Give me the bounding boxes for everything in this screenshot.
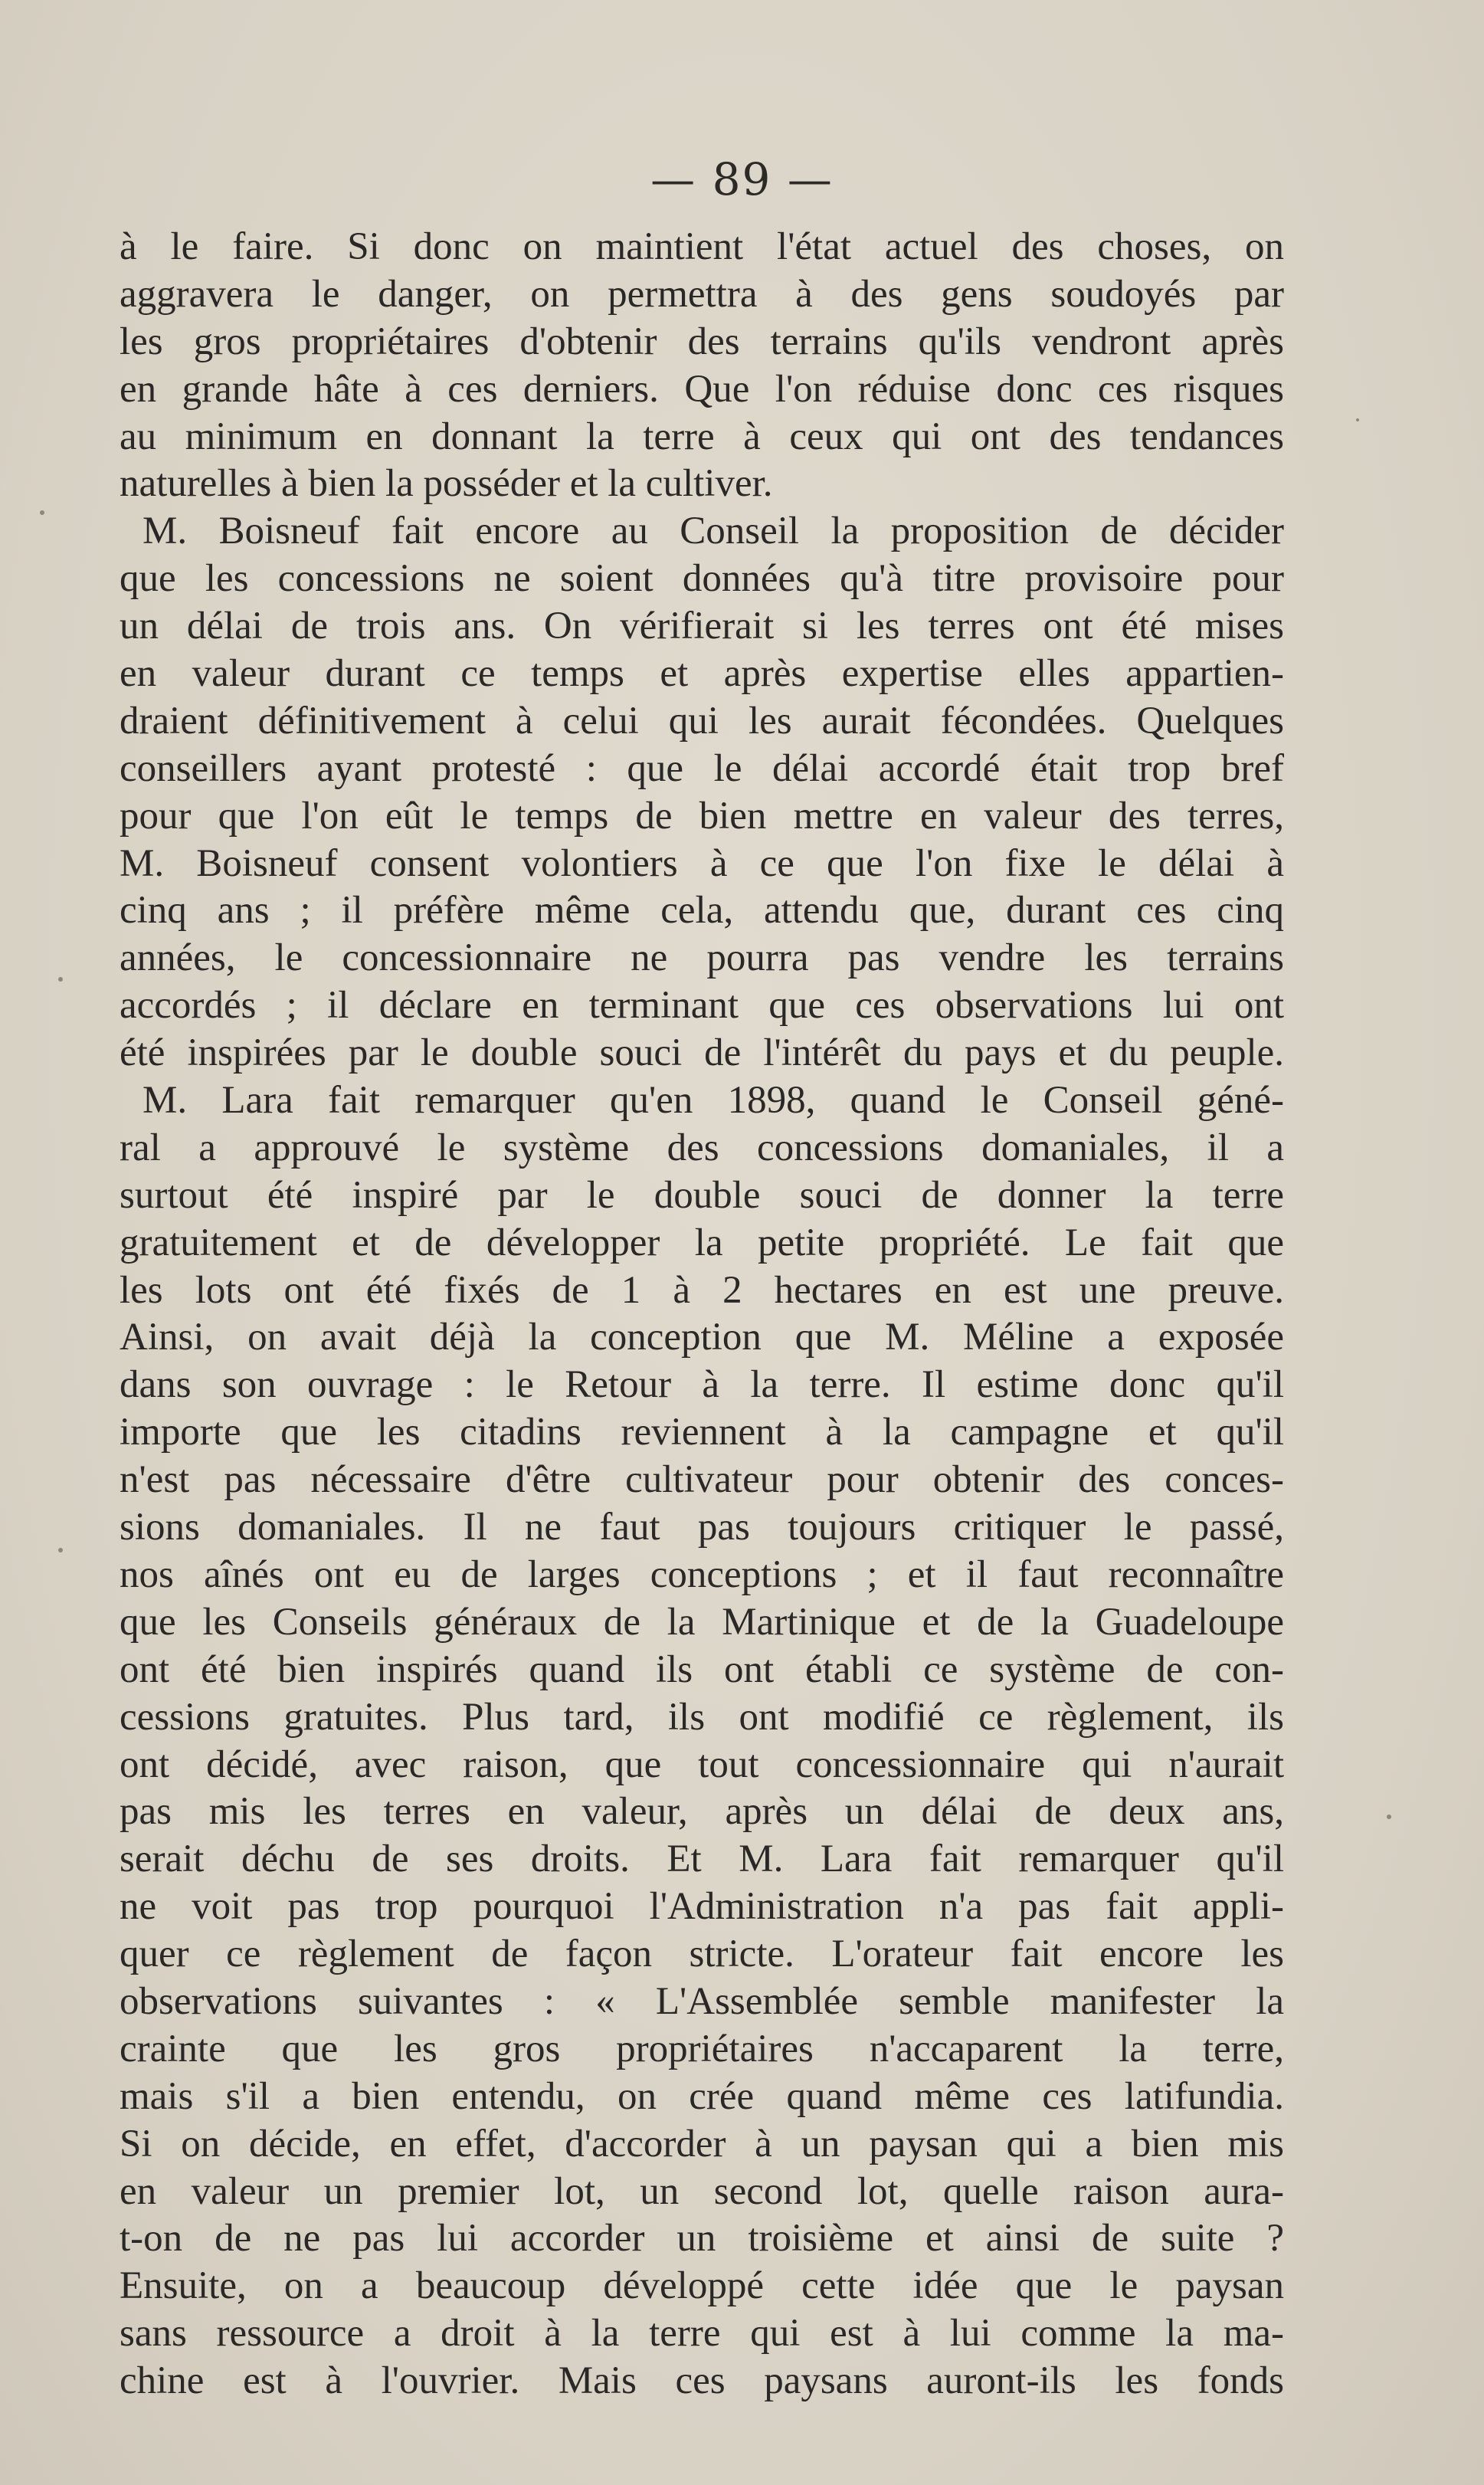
text-line: Si on décide, en effet, d'accorder à un paysan qui a bien mis — [120, 2122, 1284, 2165]
text-line: quer ce règlement de façon stricte. L'orateur fait encore les — [120, 1933, 1284, 1976]
scan-speck — [58, 1548, 63, 1552]
text-line: que les Conseils généraux de la Martinique et de la Guadeloupe — [120, 1600, 1284, 1644]
body-text — [120, 224, 1284, 2405]
text-line: serait déchu de ses droits. Et M. Lara fait remarquer qu'il — [120, 1838, 1284, 1881]
text-line: observations suivantes : « L'Assemblée semble manifester la — [120, 1979, 1284, 2023]
text-line: ont décidé, avec raison, que tout concessionnaire qui n'aurait — [120, 1742, 1284, 1786]
text-line: nos aînés ont eu de larges conceptions ; et il faut reconnaître — [120, 1552, 1284, 1596]
text-line: sions domaniales. Il ne faut pas toujours critiquer le passé, — [120, 1506, 1284, 1549]
text-line: M. Boisneuf consent volontiers à ce que l'on fixe le délai à — [120, 841, 1284, 885]
text-line: années, le concessionnaire ne pourra pas vendre les terrains — [120, 936, 1284, 980]
text-line: Ainsi, on avait déjà la conception que M. Méline a exposée — [120, 1316, 1284, 1359]
text-line: chine est à l'ouvrier. Mais ces paysans auront-ils les fonds — [120, 2359, 1284, 2403]
scan-speck — [40, 510, 44, 515]
text-line: en grande hâte à ces derniers. Que l'on réduise donc ces risques — [120, 367, 1284, 411]
text-line: en valeur un premier lot, un second lot, quelle raison aura- — [120, 2169, 1284, 2213]
text-line: crainte que les gros propriétaires n'accaparent la terre, — [120, 2027, 1284, 2070]
text-line: ne voit pas trop pourquoi l'Administration n'a pas fait appli- — [120, 1885, 1284, 1929]
text-line: au minimum en donnant la terre à ceux qui ont des tendances — [120, 415, 1284, 458]
text-line: les lots ont été fixés de 1 à 2 hectares en est une preuve. — [120, 1268, 1284, 1312]
text-line: cinq ans ; il préfère même cela, attendu que, durant ces cinq — [120, 889, 1284, 933]
text-line: naturelles à bien la posséder et la cultiver. — [120, 462, 773, 506]
text-line: dans son ouvrage : le Retour à la terre. Il estime donc qu'il — [120, 1363, 1284, 1407]
text-line: t-on de ne pas lui accorder un troisième et ainsi de suite ? — [120, 2217, 1284, 2260]
text-line: pas mis les terres en valeur, après un délai de deux ans, — [120, 1790, 1284, 1834]
text-line: accordés ; il déclare en terminant que ces observations lui ont — [120, 984, 1284, 1028]
text-line: n'est pas nécessaire d'être cultivateur pour obtenir des conces- — [120, 1458, 1284, 1502]
text-line: M. Lara fait remarquer qu'en 1898, quand le Conseil géné- — [143, 1079, 1284, 1123]
text-line: ral a approuvé le système des concessions domaniales, il a — [120, 1126, 1284, 1169]
text-line: ont été bien inspirés quand ils ont établi ce système de con- — [120, 1647, 1284, 1691]
text-line: à le faire. Si donc on maintient l'état actuel des choses, on — [120, 225, 1284, 268]
text-line: M. Boisneuf fait encore au Conseil la proposition de décider — [143, 510, 1284, 553]
text-line: surtout été inspiré par le double souci de donner la terre — [120, 1173, 1284, 1217]
text-line: été inspirées par le double souci de l'intérêt du pays et du peuple. — [120, 1031, 1284, 1075]
text-line: gratuitement et de développer la petite propriété. Le fait que — [120, 1221, 1284, 1264]
text-line: aggravera le danger, on permettra à des gens soudoyés par — [120, 272, 1284, 316]
text-line: cessions gratuites. Plus tard, ils ont modifié ce règlement, ils — [120, 1695, 1284, 1739]
text-line: pour que l'on eût le temps de bien mettre en valeur des terres, — [120, 794, 1284, 838]
text-line: conseillers ayant protesté : que le délai accordé était trop bref — [120, 746, 1284, 790]
text-line: mais s'il a bien entendu, on crée quand même ces latifundia. — [120, 2074, 1284, 2118]
scan-speck — [58, 977, 63, 982]
text-line: que les concessions ne soient données qu'à titre provisoire pour — [120, 557, 1284, 601]
text-line: un délai de trois ans. On vérifierait si les terres ont été mises — [120, 605, 1284, 648]
text-line: en valeur durant ce temps et après expertise elles appartien- — [120, 652, 1284, 696]
page-number: — 89 — — [650, 153, 834, 205]
text-line: sans ressource a droit à la terre qui est à lui comme la ma- — [120, 2312, 1284, 2356]
text-line: draient définitivement à celui qui les aurait fécondées. Quelques — [120, 699, 1284, 743]
scan-speck — [1387, 1815, 1391, 1819]
text-line: Ensuite, on a beaucoup développé cette idée que le paysan — [120, 2264, 1284, 2308]
scan-speck — [1356, 418, 1359, 421]
text-line: importe que les citadins reviennent à la campagne et qu'il — [120, 1411, 1284, 1454]
text-line: les gros propriétaires d'obtenir des terrains qu'ils vendront après — [120, 320, 1284, 363]
